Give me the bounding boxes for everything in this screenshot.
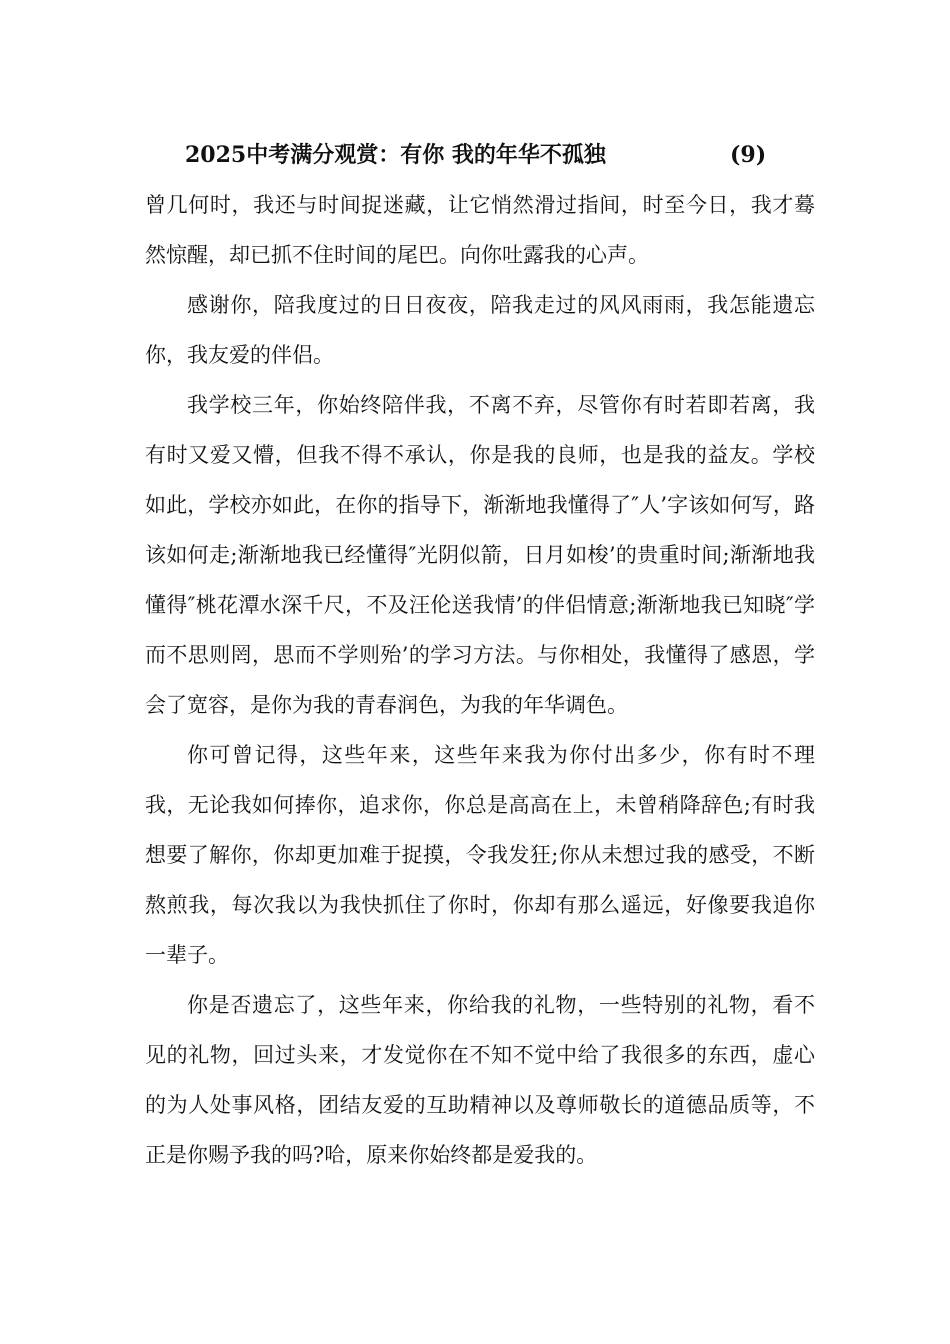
paragraph: 曾几何时，我还与时间捉迷藏，让它悄然滑过指间，时至今日，我才蓦然惊醒，却已抓不住时间的尾巴。向你吐露我的心声。 bbox=[145, 193, 815, 267]
document-body bbox=[145, 180, 815, 1180]
document-title bbox=[185, 138, 825, 172]
title-text: 2025中考满分观赏：有你 我的年华不孤独 bbox=[185, 142, 606, 168]
paragraph: 我学校三年，你始终陪伴我，不离不弃，尽管你有时若即若离，我有时又爱又懵，但我不得不承认，你是我的良师，也是我的益友。学校如此，学校亦如此，在你的指导下，渐渐地我懂得了″人’字该如何写，路该如何走;渐渐地我已经懂得″光阴似箭，日月如梭’的贵重时间;渐渐地我懂得″桃花潭水深千尺，不及汪伦送我情’的伴侣情意;渐渐地我已知晓″学而不思则罔，思而不学则殆’的学习方法。与你相处，我懂得了感恩，学会了宽容，是你为我的青春润色，为我的年华调色。 bbox=[145, 393, 815, 717]
title-number: (9) bbox=[730, 142, 767, 168]
paragraph: 感谢你，陪我度过的日日夜夜，陪我走过的风风雨雨，我怎能遗忘你，我友爱的伴侣。 bbox=[145, 293, 815, 367]
paragraph: 你可曾记得，这些年来，这些年来我为你付出多少，你有时不理我，无论我如何捧你，追求你，你总是高高在上，未曾稍降辞色;有时我想要了解你，你却更加难于捉摸，令我发狂;你从未想过我的感受，不断熬煎我，每次我以为我快抓住了你时，你却有那么遥远，好像要我追你一辈子。 bbox=[145, 743, 815, 967]
paragraph: 你是否遗忘了，这些年来，你给我的礼物，一些特别的礼物，看不见的礼物，回过头来，才发觉你在不知不觉中给了我很多的东西，虚心的为人处事风格，团结友爱的互助精神以及尊师敬长的道德品质等，不正是你赐予我的吗?哈，原来你始终都是爱我的。 bbox=[145, 993, 815, 1167]
